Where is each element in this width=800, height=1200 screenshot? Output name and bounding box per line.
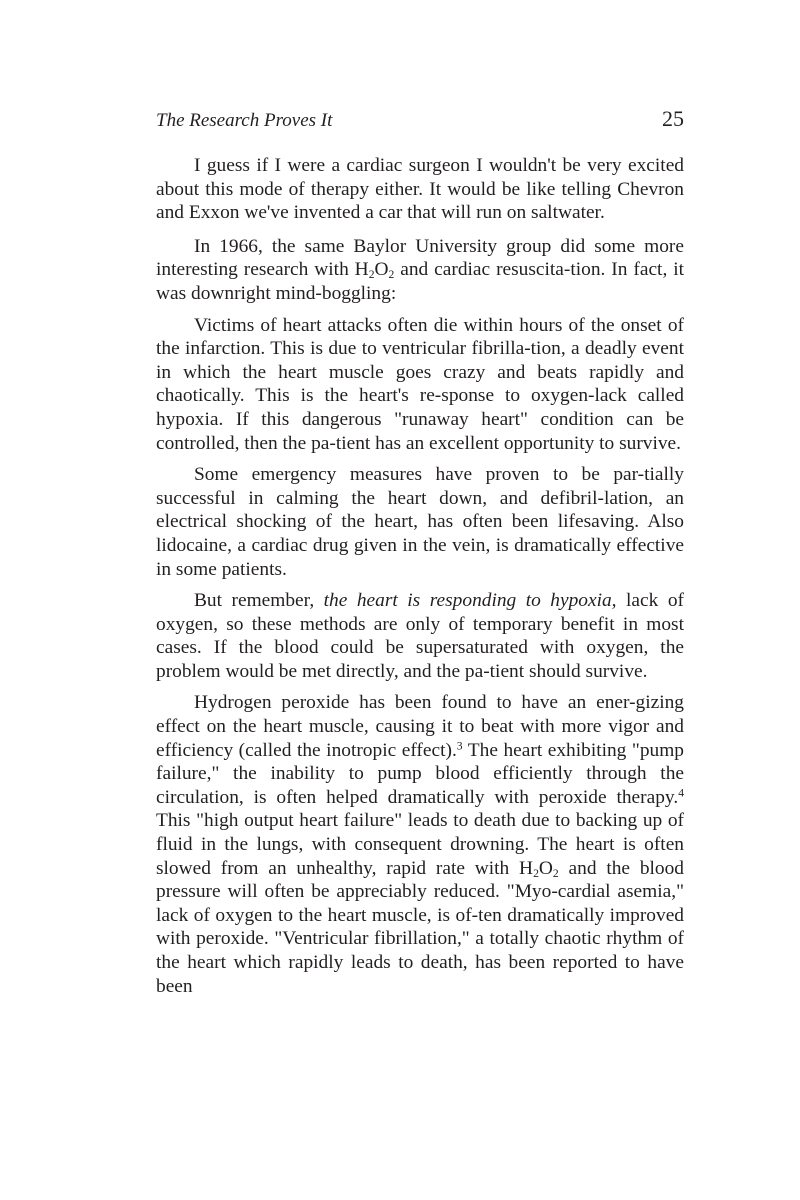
oxygen-symbol: O [374,259,389,281]
footnote-ref-3: 3 [456,739,463,753]
body-text [156,154,684,998]
paragraph-2-text-b: and cardiac resuscita-tion. In fact, it was downright mind-boggling: [156,259,684,304]
footnote-ref-4: 4 [678,786,684,800]
page-number: 25 [662,106,684,131]
page-header [156,104,684,134]
paragraph-2-text-a: In 1966, the same Baylor University group did some more interesting research with H [156,235,684,281]
subscript-2: 2 [533,866,539,880]
paragraph-6-text-a: Hydrogen peroxide has been found to have an ener-gizing effect on the heart muscle, causing it to beat with more vigor and efficiency (called the inotropic effect). [156,692,684,761]
paragraph-5 [156,589,684,683]
subscript-2: 2 [552,866,559,880]
running-head: The Research Proves It [156,110,333,131]
subscript-2: 2 [368,268,375,282]
book-page [156,104,684,1006]
paragraph-3: Victims of heart attacks often die within hours of the onset of the infarction. This is due to ventricular fibrilla-tion, a deadly event in which the heart muscle goes crazy and beats rapidly and chaotically. This is the heart's re-sponse to oxygen-lack called hypoxia. If this dangerous "runaway heart" condition can be controlled, then the pa-tient has an excellent opportunity to survive. [156,314,684,454]
oxygen-symbol: O [538,857,553,879]
paragraph-5-emphasis: the heart is responding to hypoxia, [323,590,617,612]
paragraph-4: Some emergency measures have proven to be par-tially successful in calming the heart down, and defibril-lation, an electrical shocking of the heart, has often been lifesaving. Also lidocaine, a cardiac drug given in the vein, is dramatically effective in some patients. [156,464,684,580]
paragraph-6-text-b: The heart exhibiting "pump failure," the inability to pump blood efficiently through the circulation, is often helped dramatically with peroxide therapy. [156,739,684,808]
paragraph-6-text-d: and the blood pressure will often be appreciably reduced. "Myo-cardial asemia," lack of oxygen to the heart muscle, is of-ten dramatically improved with peroxide. "Ventricular fibrillation," a totally chaotic rhythm of the heart which rapidly leads to death, has been reported to have been [156,857,684,997]
subscript-2: 2 [388,268,395,282]
paragraph-1: I guess if I were a cardiac surgeon I wouldn't be very excited about this mode of therapy either. It would be like telling Chevron and Exxon we've invented a car that will run on saltwater. [156,155,684,224]
paragraph-5-text-a: But remember, [194,590,324,612]
paragraph-2 [156,235,684,306]
paragraph-6 [156,691,684,998]
paragraph-5-text-b: lack of oxygen, so these methods are only of temporary benefit in most cases. If the blood could be supersaturated with oxygen, the problem would be met directly, and the pa-tient should survive. [156,590,684,682]
paragraph-6-text-c: This "high output heart failure" leads to death due to backing up of fluid in the lungs, with consequent drowning. The heart is often slowed from an unhealthy, rapid rate with H [156,810,684,879]
